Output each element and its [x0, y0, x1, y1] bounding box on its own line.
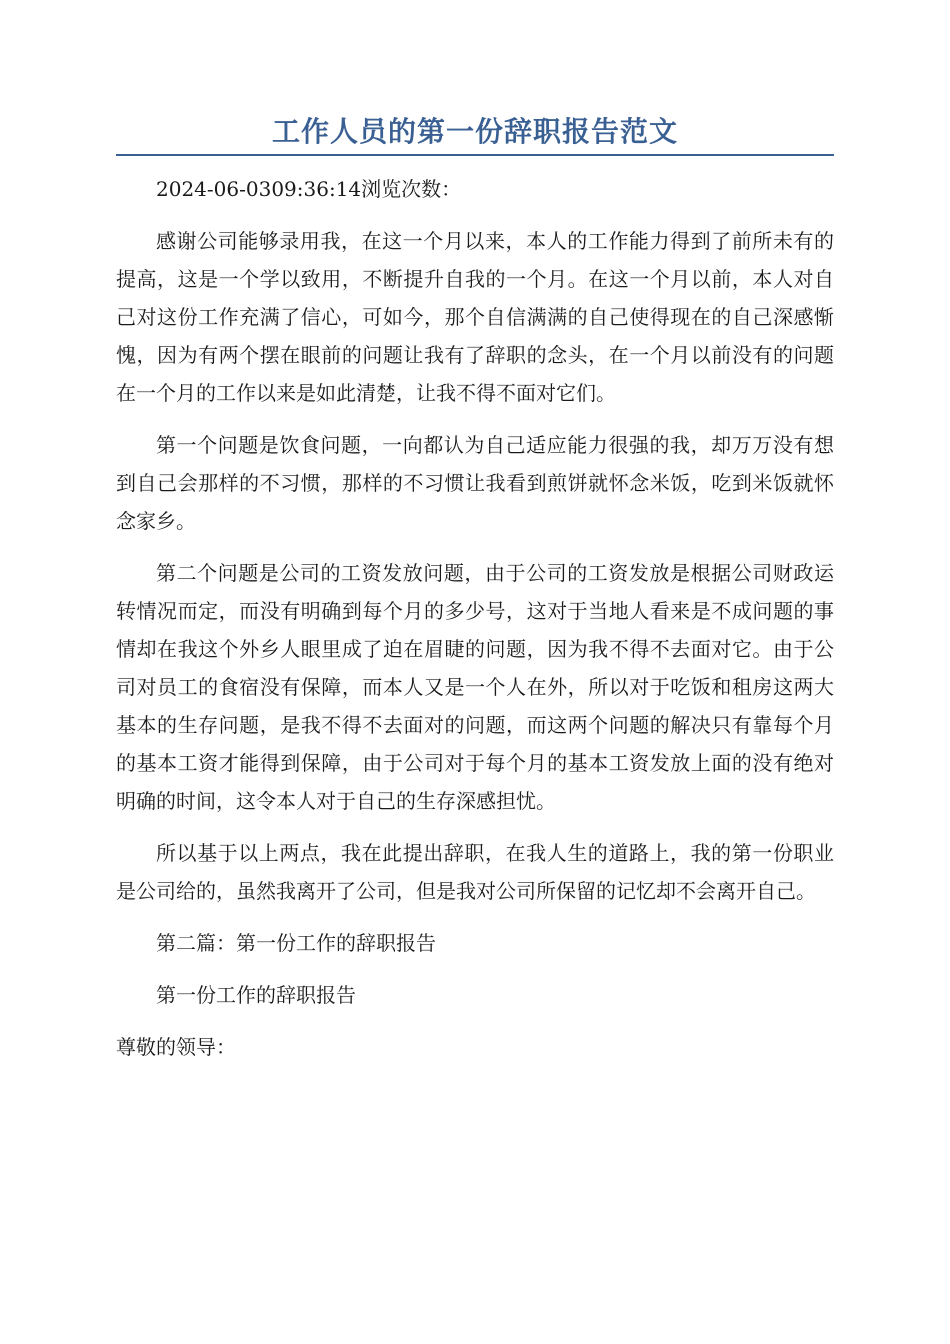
paragraph-1: 感谢公司能够录用我，在这一个月以来，本人的工作能力得到了前所未有的提高，这是一个学以致用，不断提升自我的一个月。在这一个月以前，本人对自己对这份工作充满了信心，可如今，那个自信满满的自己使得现在的自己深感惭愧，因为有两个摆在眼前的问题让我有了辞职的念头，在一个月以前没有的问题在一个月的工作以来是如此清楚，让我不得不面对它们。 [116, 229, 834, 405]
paragraph-3: 第二个问题是公司的工资发放问题，由于公司的工资发放是根据公司财政运转情况而定，而没有明确到每个月的多少号，这对于当地人看来是不成问题的事情却在我这个外乡人眼里成了迫在眉睫的问题，因为我不得不去面对它。由于公司对员工的食宿没有保障，而本人又是一个人在外，所以对于吃饭和租房这两大基本的生存问题，是我不得不去面对的问题，而这两个问题的解决只有靠每个月的基本工资才能得到保障，由于公司对于每个月的基本工资发放上面的没有绝对明确的时间，这令本人对于自己的生存深感担忧。 [116, 561, 834, 813]
document-title: 工作人员的第一份辞职报告范文 [271, 115, 678, 148]
paragraph-2: 第一个问题是饮食问题，一向都认为自己适应能力很强的我，却万万没有想到自己会那样的不习惯，那样的不习惯让我看到煎饼就怀念米饭，吃到米饭就怀念家乡。 [116, 433, 834, 533]
meta-line: 2024-06-0309:36:14浏览次数： [156, 177, 462, 201]
section-heading: 第二篇：第一份工作的辞职报告 [156, 931, 436, 955]
document-page [116, 110, 834, 1080]
title-underline [116, 154, 834, 156]
subheading: 第一份工作的辞职报告 [156, 983, 356, 1007]
paragraph-4: 所以基于以上两点，我在此提出辞职，在我人生的道路上，我的第一份职业是公司给的，虽然我离开了公司，但是我对公司所保留的记忆却不会离开自己。 [116, 841, 834, 903]
salutation: 尊敬的领导： [116, 1035, 236, 1059]
